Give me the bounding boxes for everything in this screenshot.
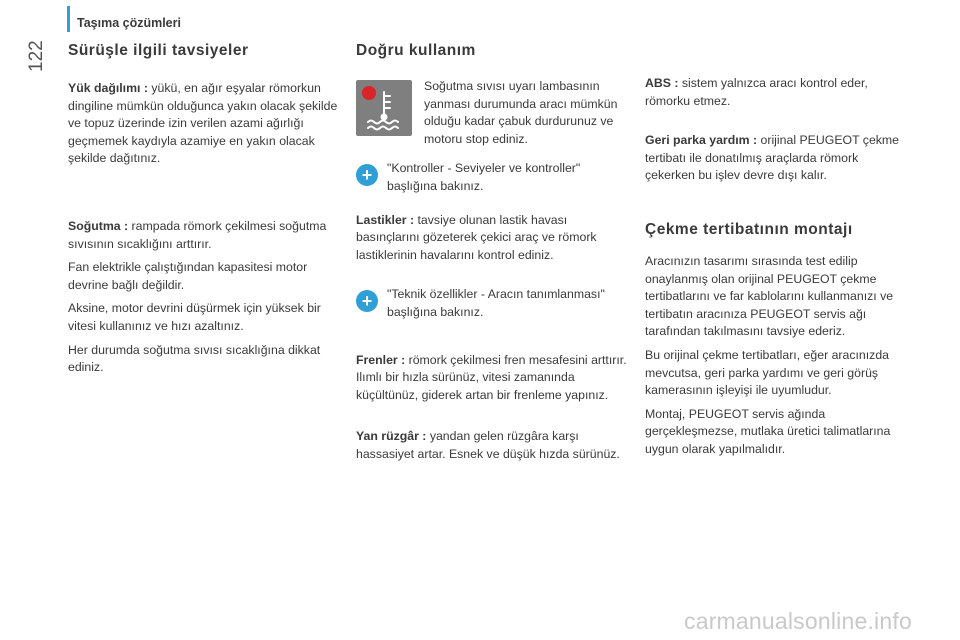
text-load-distribution: yükü, en ağır eşyalar römorkun dingiline mümkün olduğunca yakın olacak şekilde ve topuz üzerinde izin verilen azami ağırlığı geçmemek kaydıyla azamiye en yakın olacak şekilde dağıtınız. — [68, 81, 338, 166]
paragraph-tyres — [356, 212, 628, 265]
paragraph-crosswind — [356, 428, 628, 463]
label-brakes: Frenler : — [356, 352, 406, 367]
heading-driving-advice: Sürüşle ilgili tavsiyeler — [68, 42, 249, 59]
text-park-assist: orijinal PEUGEOT çekme tertibatı ile donatılmış araçlarda römork çekerken bu işlev devre dışı kalır. — [645, 133, 900, 183]
paragraph-towbar-3: Montaj, PEUGEOT servis ağında gerçekleşmezse, mutlaka üretici talimatlarına uygun olarak yapılmalıdır. — [645, 406, 891, 456]
column-correct-use — [356, 42, 628, 470]
heading-towbar-fitting: Çekme tertibatının montajı — [645, 220, 853, 238]
text-crosswind: yandan gelen rüzgâra karşı hassasiyet artar. Esnek ve düşük hızda sürünüz. — [356, 429, 620, 461]
section-title: Taşıma çözümleri — [77, 16, 181, 30]
text-brakes: römork çekilmesi fren mesafesini arttırır. Ilımlı bir hızla sürünüz, vitesi zamanında küçültünüz, giderek artan bir frenleme yapınız. — [356, 352, 627, 402]
text-abs: sistem yalnızca aracı kontrol eder, römorku etmez. — [645, 76, 868, 108]
coolant-temperature-icon — [356, 80, 412, 136]
coolant-warning-block — [356, 78, 628, 148]
column-towbar — [645, 75, 900, 465]
page-number: 122 — [26, 40, 47, 72]
label-cooling: Soğutma : — [68, 218, 129, 233]
label-park-assist: Geri parka yardım : — [645, 133, 758, 148]
paragraph-park-assist — [645, 132, 900, 185]
heading-correct-use: Doğru kullanım — [356, 42, 476, 59]
reference-technical-text: "Teknik özellikler - Aracın tanımlanması" başlığına bakınız. — [387, 287, 605, 319]
reference-controls-text: "Kontroller - Seviyeler ve kontroller" başlığına bakınız. — [387, 161, 581, 193]
text-tyres: tavsiye olunan lastik havası basınçlarını gözeterek çekici araç ve römork lastiklerinin havalarını kontrol ediniz. — [356, 212, 597, 262]
label-crosswind: Yan rüzgâr : — [356, 429, 427, 444]
paragraph-cooling — [68, 218, 340, 253]
paragraph-brakes — [356, 352, 628, 405]
text-cooling: rampada römork çekilmesi soğutma sıvısının sıcaklığını arttırır. — [68, 218, 327, 251]
label-tyres: Lastikler : — [356, 212, 415, 227]
paragraph-towbar-2: Bu orijinal çekme tertibatları, eğer aracınızda mevcutsa, geri parka yardımı ve geri görüş kamerasının işleyişi ile uyumludur. — [645, 347, 890, 398]
paragraph-towbar-1: Aracınızın tasarımı sırasında test edilip onaylanmış olan orijinal PEUGEOT çekme tertibatlarını ve far kablolarını kullanmanızı ve tertibatın aracınıza PEUGEOT servis ağı tarafından takılmasını tavsiye ederiz. — [645, 253, 894, 339]
header-accent-bar — [67, 6, 70, 32]
paragraph-abs — [645, 75, 900, 110]
label-abs: ABS : — [645, 76, 679, 90]
paragraph-lower-rpm: Aksine, motor devrini düşürmek için yüksek bir vitesi kullanınız ve hızı azaltınız. — [68, 301, 321, 333]
reference-technical — [356, 286, 628, 321]
paragraph-watch-coolant: Her durumda soğutma sıvısı sıcaklığına dikkat ediniz. — [68, 342, 321, 375]
label-load-distribution: Yük dağılımı : — [68, 81, 148, 95]
column-driving-advice — [68, 42, 340, 383]
plus-icon: + — [356, 164, 378, 186]
paragraph-fan: Fan elektrikle çalıştığından kapasitesi motor devrine bağlı değildir. — [68, 260, 308, 292]
paragraph-load-distribution — [68, 80, 340, 168]
coolant-warning-text: Soğutma sıvısı uyarı lambasının yanması durumunda aracı mümkün olduğu kadar çabuk durdurunuz ve motoru stop ediniz. — [424, 79, 618, 146]
plus-icon: + — [356, 290, 378, 312]
watermark: carmanualsonline.info — [684, 608, 912, 634]
reference-controls — [356, 160, 628, 195]
